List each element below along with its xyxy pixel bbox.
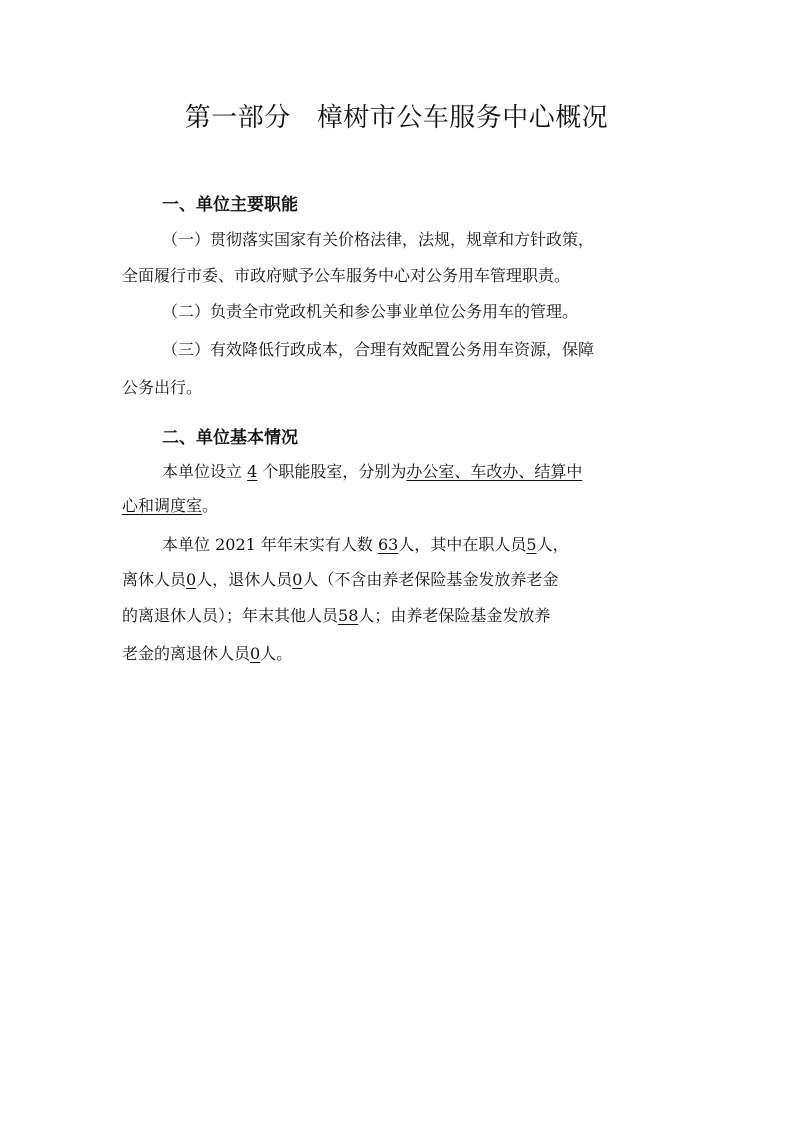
dept-paragraph-line-2 bbox=[122, 494, 682, 518]
staff-paragraph-line-2 bbox=[122, 568, 682, 592]
staff-active: 5 bbox=[526, 535, 537, 554]
dept-names: 办公室、车改办、结算中 bbox=[406, 462, 583, 481]
function-item-1-line-2: 全面履行市委、市政府赋予公车服务中心对公务用车管理职责。 bbox=[122, 266, 571, 285]
text-fragment: 。 bbox=[202, 496, 219, 515]
text-fragment: 人；由养老保险基金发放养 bbox=[358, 606, 551, 625]
title-name: 樟树市公车服务中心概况 bbox=[316, 103, 609, 133]
function-item-2: （二）负责全市党政机关和参公事业单位公务用车的管理。 bbox=[162, 302, 579, 321]
dept-names-cont: 心和调度室 bbox=[122, 496, 203, 515]
text-fragment: 老金的离退休人员 bbox=[122, 644, 251, 663]
title-part: 第一部分 bbox=[184, 103, 291, 133]
function-item-1-line-1: （一）贯彻落实国家有关价格法律，法规，规章和方针政策， bbox=[162, 230, 595, 249]
staff-paragraph-line-3 bbox=[122, 604, 682, 628]
text-fragment: 人。 bbox=[260, 644, 293, 663]
text-fragment: 本单位 2021 年年末实有人数 bbox=[162, 535, 373, 554]
staff-paragraph-line-1 bbox=[162, 533, 682, 557]
staff-lixiu: 0 bbox=[186, 570, 197, 589]
text-fragment: 个职能股室，分别为 bbox=[262, 462, 407, 481]
staff-total: 63 bbox=[378, 535, 399, 554]
staff-other: 58 bbox=[338, 606, 359, 625]
function-item-3-line-1: （三）有效降低行政成本，合理有效配置公务用车资源，保障 bbox=[162, 340, 595, 359]
section-heading-basic-info: 二、单位基本情况 bbox=[162, 428, 298, 448]
dept-count: 4 bbox=[247, 462, 258, 481]
staff-pension: 0 bbox=[250, 644, 261, 663]
text-fragment: 离休人员 bbox=[122, 570, 187, 589]
dept-paragraph-line-1 bbox=[162, 460, 682, 484]
text-fragment: 人， bbox=[536, 535, 569, 554]
text-fragment: 人（不含由养老保险基金发放养老金 bbox=[302, 570, 559, 589]
section-heading-functions: 一、单位主要职能 bbox=[162, 195, 298, 215]
text-fragment: 人，退休人员 bbox=[196, 570, 293, 589]
staff-paragraph-line-4 bbox=[122, 642, 682, 666]
function-item-3-line-2: 公务出行。 bbox=[122, 378, 203, 397]
text-fragment: 的离退休人员）；年末其他人员 bbox=[122, 606, 339, 625]
text-fragment: 人，其中在职人员 bbox=[398, 535, 527, 554]
text-fragment: 本单位设立 bbox=[162, 462, 243, 481]
staff-tuixiu: 0 bbox=[292, 570, 303, 589]
page-title bbox=[0, 97, 793, 134]
